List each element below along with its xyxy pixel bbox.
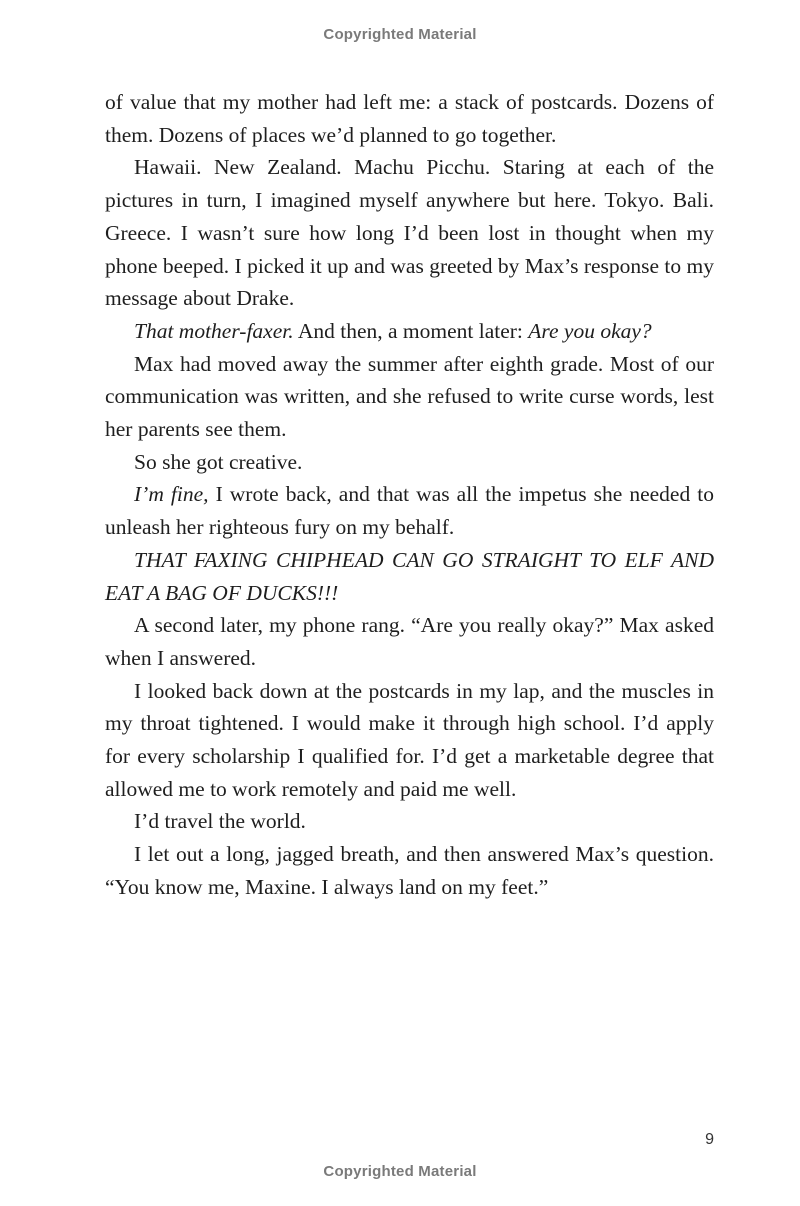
paragraph-1 — [105, 86, 714, 151]
paragraph-3 — [105, 315, 714, 348]
text-run: I looked back down at the postcards in my lap, and the muscles in my throat tightened. I would make it through high school. I’d apply for every scholarship I qualified for. I’d get a marketable degree that allowed me to work remotely and paid me well. — [105, 678, 714, 801]
text-run: So she got creative. — [134, 449, 303, 474]
text-run: Hawaii. New Zealand. Machu Picchu. Staring at each of the pictures in turn, I imagined myself anywhere but here. Tokyo. Bali. Greece. I wasn’t sure how long I’d been lost in thought when my phone beeped. I picked it up and was greeted by Max’s response to my message about Drake. — [105, 155, 715, 311]
text-run: I’d travel the world. — [134, 809, 306, 834]
text-run: I let out a long, jagged breath, and then answered Max’s question. “You know me, Maxine. I always land on my feet.” — [105, 842, 714, 899]
paragraph-7 — [105, 544, 714, 609]
paragraph-5 — [105, 446, 714, 479]
paragraph-11 — [105, 838, 714, 903]
paragraph-9 — [105, 675, 714, 806]
text-run: of value that my mother had left me: a stack of postcards. Dozens of them. Dozens of places we’d planned to go together. — [105, 90, 714, 147]
body-text — [105, 86, 714, 904]
text-run: And then, a moment later: — [293, 318, 529, 343]
italic-text-run: THAT FAXING CHIPHEAD CAN GO STRAIGHT TO ELF AND EAT A BAG OF DUCKS!!! — [105, 547, 714, 605]
text-run: I wrote back, and that was all the impetus she needed to unleash her righteous fury on my behalf. — [105, 482, 714, 540]
paragraph-8 — [105, 609, 714, 674]
text-run: Max had moved away the summer after eighth grade. Most of our communication was written, and she refused to write curse words, lest her parents see them. — [105, 351, 714, 442]
copyright-watermark-top: Copyrighted Material — [323, 26, 477, 43]
italic-text-run: That mother-faxer. — [134, 318, 294, 343]
text-run: A second later, my phone rang. “Are you really okay?” Max asked when I answered. — [105, 613, 714, 670]
italic-text-run: Are you okay? — [528, 318, 652, 343]
copyright-watermark-bottom: Copyrighted Material — [323, 1163, 477, 1180]
page-number: 9 — [705, 1131, 714, 1148]
paragraph-2 — [105, 151, 714, 315]
italic-text-run: I’m fine, — [134, 482, 209, 507]
paragraph-10 — [105, 805, 714, 838]
paragraph-6 — [105, 478, 714, 543]
paragraph-4 — [105, 348, 714, 446]
